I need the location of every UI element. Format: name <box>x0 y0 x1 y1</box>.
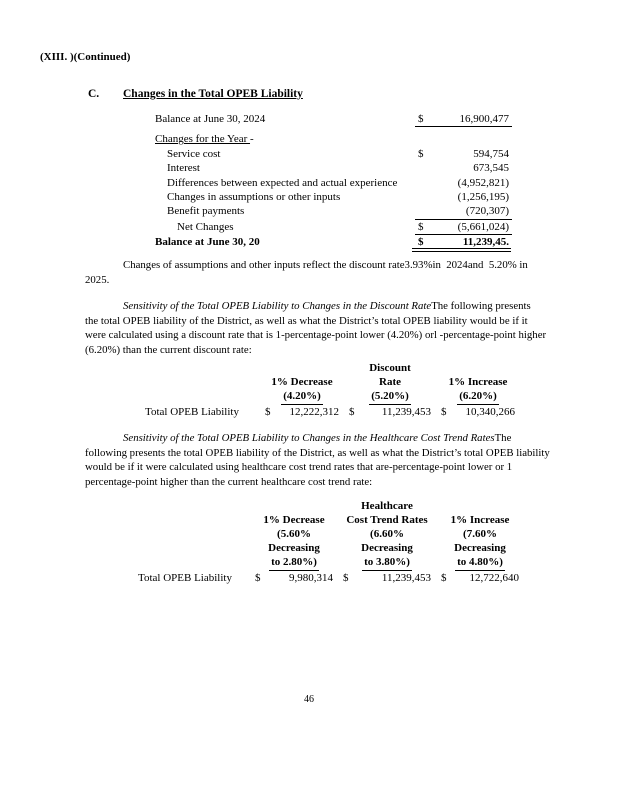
amount-value: 12,222,312 <box>289 406 339 418</box>
lead-in-rest: The <box>494 432 512 444</box>
row-label: Changes in assumptions or other inputs <box>167 191 341 204</box>
row-amount <box>415 147 512 161</box>
row-label: Interest <box>167 162 200 175</box>
amount-value: 11,239,453 <box>381 572 431 584</box>
lead-in-italic: Sensitivity of the Total OPEB Liability to Changes in the Discount Rate <box>123 300 432 312</box>
amount-value: 12,722,640 <box>469 572 519 584</box>
row-label-underlined: Changes for the Year <box>155 133 251 146</box>
row-label: Balance at June 30, 20 <box>155 236 260 249</box>
dollar-sign: $ <box>255 572 261 584</box>
discount-sensitivity-table <box>145 361 520 419</box>
spacer-cell <box>250 499 338 513</box>
healthcare-sensitivity-table <box>138 499 524 585</box>
column-group-header: Discount <box>369 362 411 374</box>
column-header-rate: (5.20%) <box>344 389 436 405</box>
column-header: 1% Decrease <box>271 376 333 388</box>
paragraph-line: (6.20%) than the current discount rate: <box>85 344 252 357</box>
lead-in-rest: The following presents <box>431 300 531 312</box>
spacer-cell <box>138 555 250 571</box>
spacer-cell <box>145 361 260 375</box>
amount-value: 9,980,314 <box>289 572 333 584</box>
row-label-suffix: - <box>250 133 254 146</box>
spacer-cell <box>138 499 250 513</box>
amount-value: 594,754 <box>473 147 509 160</box>
column-header: 1% Increase <box>450 514 510 526</box>
amount-cell <box>260 405 344 419</box>
amount-cell <box>344 405 436 419</box>
row-label: Total OPEB Liability <box>145 406 239 418</box>
column-header-decreasing: Decreasing <box>268 542 320 554</box>
amount-cell <box>436 571 524 585</box>
amount-cell <box>436 405 520 419</box>
opeb-rollforward-table <box>155 112 512 250</box>
amount-value: (4,952,821) <box>457 176 509 189</box>
double-underline-rule <box>412 248 511 252</box>
dollar-sign: $ <box>418 147 424 160</box>
spacer-cell <box>145 375 260 389</box>
row-amount <box>415 161 512 175</box>
amount-value: (720,307) <box>465 205 509 218</box>
amount-value: 11,239,45. <box>462 236 509 249</box>
spacer-cell <box>436 499 524 513</box>
column-header-range: to 3.80%) <box>338 555 436 571</box>
column-header: 1% Decrease <box>263 514 325 526</box>
row-amount <box>415 176 512 190</box>
paragraph-line <box>85 431 550 446</box>
row-amount <box>415 204 512 219</box>
spacer-cell <box>260 361 344 375</box>
row-amount <box>415 190 512 204</box>
lead-in-italic: Sensitivity of the Total OPEB Liability to Changes in the Healthcare Cost Trend Rates <box>123 432 495 444</box>
row-label: Differences between expected and actual experience <box>167 176 398 189</box>
row-label: Balance at June 30, 2024 <box>155 113 266 125</box>
paragraph-line: Changes of assumptions and other inputs reflect the discount rate3.93%in 2024and 5.20% in <box>123 259 528 271</box>
table-row <box>155 161 512 175</box>
dollar-sign: $ <box>418 236 424 249</box>
column-group-header: Healthcare <box>361 500 413 512</box>
amount-value: 16,900,477 <box>459 113 509 125</box>
dollar-sign: $ <box>441 572 447 584</box>
discount-note-paragraph <box>85 258 528 288</box>
section-letter: C. <box>88 88 100 100</box>
table-row <box>155 176 512 190</box>
dollar-sign: $ <box>265 406 271 418</box>
dollar-sign: $ <box>343 572 349 584</box>
row-label: Net Changes <box>177 220 234 233</box>
column-header-rate: (5.60% <box>277 528 311 540</box>
dollar-sign: $ <box>418 220 424 233</box>
column-header-rate: (7.60% <box>463 528 497 540</box>
spacer-cell <box>138 513 250 527</box>
paragraph-line: were calculated using a discount rate that is 1-percentage-point lower (4.20%) orl -percentage-point higher <box>85 329 547 342</box>
column-header-rate: (6.60% <box>370 528 404 540</box>
row-label: Service cost <box>167 147 221 160</box>
amount-value: 10,340,266 <box>465 406 515 418</box>
amount-value: 673,545 <box>473 162 509 175</box>
paragraph-line <box>85 299 546 314</box>
page-number: 46 <box>304 694 314 705</box>
continuation-header: (XIII. )(Continued) <box>40 51 131 63</box>
table-row <box>155 147 512 161</box>
column-header-range: to 2.80%) <box>250 555 338 571</box>
paragraph-line: the total OPEB liability of the District, as well as what the District’s total OPEB liability would be if it <box>85 314 528 327</box>
table-row <box>155 190 512 204</box>
paragraph-line: following presents the total OPEB liability of the District, as well as what the District’s total OPEB liability <box>85 446 550 459</box>
column-header: Cost Trend Rates <box>346 514 428 526</box>
column-header: Rate <box>379 376 401 388</box>
healthcare-sensitivity-paragraph <box>85 431 550 490</box>
section-title: Changes in the Total OPEB Liability <box>123 88 303 100</box>
dollar-sign: $ <box>441 406 447 418</box>
paragraph-line: 2025. <box>85 274 110 286</box>
dollar-sign: $ <box>349 406 355 418</box>
row-label <box>155 132 415 146</box>
row-label: Total OPEB Liability <box>138 572 232 584</box>
column-header-range: to 4.80%) <box>436 555 524 571</box>
paragraph-line: percentage-point higher than the current healthcare cost trend rate: <box>85 476 373 489</box>
amount-value: (1,256,195) <box>457 191 509 204</box>
column-header-decreasing: Decreasing <box>361 542 413 554</box>
column-header: 1% Increase <box>448 376 508 388</box>
discount-sensitivity-paragraph <box>85 299 546 358</box>
row-label: Benefit payments <box>167 205 245 218</box>
amount-value: 11,239,453 <box>381 406 431 418</box>
amount-cell <box>250 571 338 585</box>
spacer-cell <box>138 527 250 541</box>
spacer-cell <box>138 541 250 555</box>
amount-value: (5,661,024) <box>457 220 509 233</box>
table-row <box>155 204 512 219</box>
column-header-rate: (4.20%) <box>260 389 344 405</box>
spacer-cell <box>436 361 520 375</box>
amount-cell <box>338 571 436 585</box>
table-row <box>155 112 512 127</box>
spacer-cell <box>145 389 260 405</box>
table-row <box>155 132 512 146</box>
column-header-decreasing: Decreasing <box>454 542 506 554</box>
table-row <box>155 220 512 235</box>
row-amount <box>415 220 512 235</box>
paragraph-line: would be if it were calculated using healthcare cost trend rates that are-percentage-point lower or 1 <box>85 461 513 474</box>
column-header-rate: (6.20%) <box>436 389 520 405</box>
row-amount <box>415 112 512 127</box>
dollar-sign: $ <box>418 113 424 125</box>
